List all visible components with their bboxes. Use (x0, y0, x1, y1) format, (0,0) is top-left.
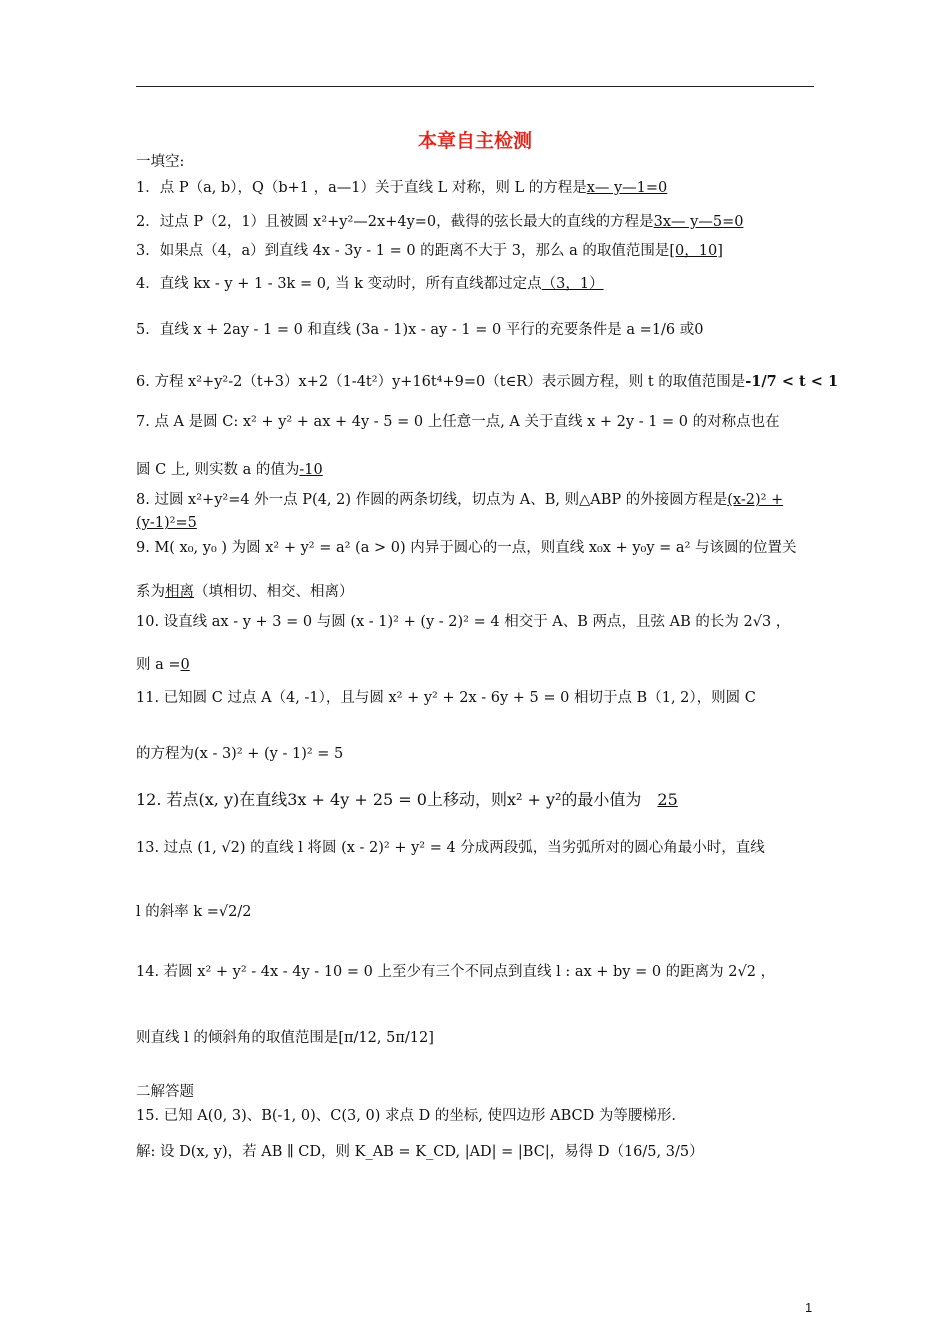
answer: (x-2)² + (727, 492, 784, 508)
question-text: 则直线 l 的倾斜角的取值范围是 (136, 1030, 339, 1046)
question-text: 9. M( x₀, y₀ ) 为圆 x² + y² = a² (a > 0) 内异于圆心的一点，则直线 x₀x + y₀y = a² 与该圆的位置关 (136, 540, 797, 556)
question-text: 11. 已知圆 C 过点 A（4, -1），且与圆 x² + y² + 2x - 6y + 5 = 0 相切于点 B（1, 2），则圆 C (136, 690, 756, 706)
question-text: 5．直线 x + 2ay - 1 = 0 和直线 (3a - 1)x - ay - 1 = 0 平行的充要条件是 a = (136, 322, 652, 338)
answer: 相离 (165, 584, 194, 600)
answer: [π/12, 5π/12] (338, 1030, 434, 1046)
question-3 (136, 241, 723, 261)
question-text: 8. 过圆 x²+y²=4 外一点 P(4, 2) 作圆的两条切线，切点为 A、B, 则△ABP 的外接圆方程是 (136, 492, 728, 508)
question-7-cont (136, 460, 323, 480)
question-14-cont (136, 1028, 434, 1048)
question-text: 13. 过点 (1, √2) 的直线 l 将圆 (x - 2)² + y² = 4 分成两段弧，当劣弧所对的圆心角最小时，直线 (136, 840, 765, 856)
question-text: 的方程为 (136, 746, 194, 762)
question-7 (136, 412, 780, 432)
question-1 (136, 178, 667, 198)
answer: 3x— y—5=0 (653, 214, 744, 230)
question-text: 则 a = (136, 657, 181, 673)
question-11-cont (136, 744, 343, 764)
question-10-cont (136, 655, 190, 675)
question-text: 7. 点 A 是圆 C: x² + y² + ax + 4y - 5 = 0 上任意一点, A 关于直线 x + 2y - 1 = 0 的对称点也在 (136, 414, 780, 430)
section-fill-heading: 一填空: (136, 154, 185, 170)
question-text: 10. 设直线 ax - y + 3 = 0 与圆 (x - 1)² + (y - 2)² = 4 相交于 A、B 两点，且弦 AB 的长为 2√3 ， (136, 614, 791, 630)
question-text: 系为 (136, 584, 165, 600)
answer: (y-1)²=5 (136, 515, 197, 531)
answer: 1/6 或0 (651, 322, 704, 338)
question-11 (136, 688, 756, 708)
question-text: 2．过点 P（2，1）且被圆 x²+y²—2x+4y=0，截得的弦长最大的直线的方程是 (136, 214, 654, 230)
answer: （3，1） (541, 276, 604, 292)
question-13 (136, 838, 765, 858)
answer: 0 (180, 657, 190, 673)
question-12 (136, 790, 694, 810)
question-10 (136, 612, 790, 632)
question-text: 3．如果点（4，a）到直线 4x - 3y - 1 = 0 的距离不大于 3，那么 a 的取值范围是 (136, 243, 670, 259)
solution-15 (136, 1142, 704, 1162)
solution-text: 解: 设 D(x, y)，若 AB ∥ CD，则 K_AB = K_CD, |AD| = |BC|，易得 D（16/5, 3/5） (136, 1144, 704, 1160)
question-8-cont (136, 513, 197, 533)
page-title: 本章自主检测 (417, 130, 532, 152)
question-text: 12. 若点(x, y)在直线3x + 4y + 25 = 0上移动，则x² + y²的最小值为 (136, 790, 642, 809)
section-solve-heading: 二解答题 (136, 1084, 194, 1100)
question-13-cont (136, 902, 251, 922)
question-2 (136, 212, 743, 232)
answer: (x - 3)² + (y - 1)² = 5 (194, 746, 344, 762)
answer: 25 (657, 790, 678, 809)
question-text: 6. 方程 x²+y²-2（t+3）x+2（1-4t²）y+16t⁴+9=0（t∈R）表示圆方程，则 t 的取值范围是 (136, 374, 746, 390)
question-8 (136, 490, 783, 510)
question-9-cont (136, 582, 354, 602)
question-text: （填相切、相交、相离） (194, 584, 354, 600)
question-text: 4．直线 kx - y + 1 - 3k = 0, 当 k 变动时，所有直线都过定点 (136, 276, 542, 292)
question-9 (136, 538, 796, 558)
answer: [0，10] (669, 243, 723, 259)
question-text: l 的斜率 k = (136, 904, 219, 920)
page-number: 1 (805, 1300, 813, 1315)
answer: √2/2 (218, 904, 252, 920)
header-rule (136, 86, 814, 87)
question-text: 1．点 P（a, b），Q（b+1 ，a—1）关于直线 L 对称，则 L 的方程是 (136, 180, 587, 196)
question-14 (136, 962, 775, 982)
answer: -10 (299, 462, 323, 478)
question-6 (136, 372, 838, 392)
answer: -1/7 < t < 1 (745, 373, 839, 390)
question-5 (136, 320, 703, 340)
question-text: 圆 C 上, 则实数 a 的值为 (136, 462, 300, 478)
question-text: 14. 若圆 x² + y² - 4x - 4y - 10 = 0 上至少有三个不同点到直线 l : ax + by = 0 的距离为 2√2 ， (136, 964, 776, 980)
question-text: 15. 已知 A(0, 3)、B(-1, 0)、C(3, 0) 求点 D 的坐标, 使四边形 ABCD 为等腰梯形. (136, 1108, 676, 1124)
answer: x— y—1=0 (586, 180, 668, 196)
question-4 (136, 274, 604, 294)
question-15 (136, 1106, 676, 1126)
